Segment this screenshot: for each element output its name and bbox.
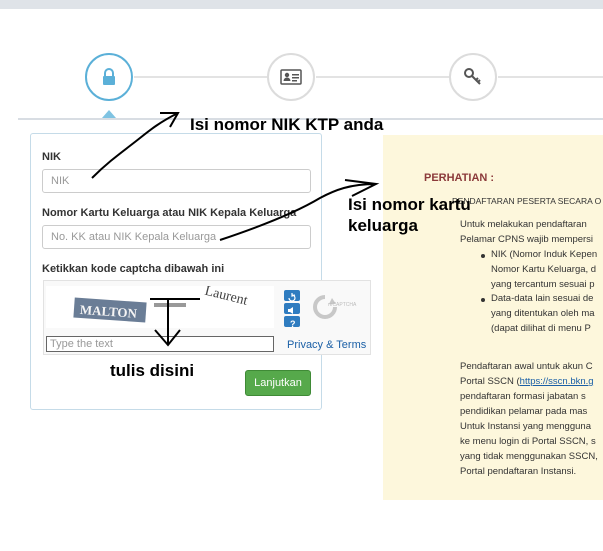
- notice-line: yang tidak menggunakan SSCN,: [460, 451, 598, 462]
- portal-sscn-link[interactable]: https://sscn.bkn.g: [519, 376, 594, 387]
- portal-prefix: Portal SSCN (: [460, 376, 520, 387]
- notice-line: Portal pendaftaran Instansi.: [460, 466, 577, 477]
- kk-label: Nomor Kartu Keluarga atau NIK Kepala Keluarga: [42, 207, 297, 219]
- arrow-captcha: [150, 299, 200, 345]
- notice-bullet-line: NIK (Nomor Induk Kepen: [491, 249, 598, 260]
- captcha-label: Ketikkan kode captcha dibawah ini: [42, 263, 225, 275]
- annotation-kk-line2: keluarga: [348, 216, 418, 235]
- nik-input[interactable]: NIK: [42, 169, 311, 193]
- annotation-captcha: tulis disini: [110, 361, 195, 380]
- svg-text:?: ?: [290, 319, 296, 329]
- notice-line: pendidikan pelamar pada mas: [460, 406, 588, 417]
- notice-line: Pelamar CPNS wajib mempersi: [460, 234, 594, 245]
- captcha-word-1: MALTON: [79, 301, 138, 321]
- arrow-nik: [92, 113, 178, 178]
- notice-bullet-line: Nomor Kartu Keluarga, d: [491, 264, 597, 275]
- notice-line: Untuk Instansi yang mengguna: [460, 421, 591, 432]
- notice-bullet-line: (dapat dilihat di menu P: [491, 323, 591, 334]
- notice-bullet-line: Data-data lain sesuai de: [491, 293, 594, 304]
- kk-input[interactable]: No. KK atau NIK Kepala Keluarga: [42, 225, 311, 249]
- captcha-word-2: Laurent: [203, 286, 250, 309]
- notice-line: pendaftaran formasi jabatan s: [460, 391, 586, 402]
- notice-line: Pendaftaran awal untuk akun C: [460, 361, 593, 372]
- privacy-terms-link[interactable]: Privacy & Terms: [287, 339, 367, 351]
- annotation-nik: Isi nomor NIK KTP anda: [190, 115, 384, 134]
- notice-line: Untuk melakukan pendaftaran: [460, 219, 587, 230]
- notice-heading: PENDAFTARAN PESERTA SECARA O: [452, 196, 602, 206]
- nik-label: NIK: [42, 151, 61, 163]
- captcha-input[interactable]: Type the text: [46, 336, 274, 352]
- notice-bullet-line: yang ditentukan oleh ma: [491, 308, 595, 319]
- notice-title: PERHATIAN :: [424, 172, 495, 184]
- notice-line: ke menu login di Portal SSCN, s: [460, 436, 596, 447]
- annotation-kk-line1: Isi nomor kartu: [348, 195, 471, 214]
- notice-bullet-line: yang tercantum sesuai p: [491, 279, 595, 290]
- recaptcha-brand: reCAPTCHA: [328, 302, 357, 308]
- lanjutkan-button[interactable]: Lanjutkan: [245, 370, 311, 396]
